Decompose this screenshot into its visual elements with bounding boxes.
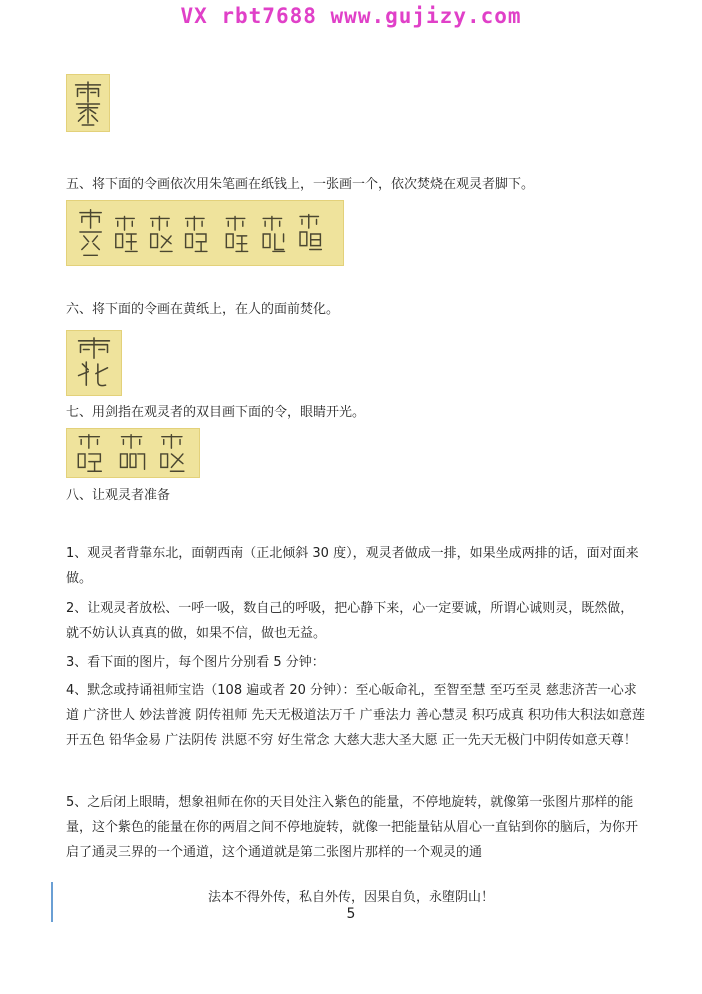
talisman-glyph-row	[67, 429, 199, 477]
talisman-glyph	[67, 331, 121, 395]
section-8-heading: 八、让观灵者准备	[66, 488, 171, 503]
talisman-image-seal-six	[66, 330, 122, 396]
talisman-image-row-five	[66, 200, 344, 266]
talisman-image-seal-one	[66, 74, 110, 132]
section-6-heading: 六、将下面的令画在黄纸上，在人的面前焚化。	[66, 302, 340, 317]
talisman-glyph	[67, 75, 109, 131]
footer-notice: 法本不得外传，私自外传，因果自负，永堕阴山！	[207, 890, 494, 905]
talisman-image-row-seven	[66, 428, 200, 478]
watermark: VX rbt7688 www.gujizy.com	[180, 4, 522, 28]
talisman-glyph-row	[67, 201, 343, 265]
step-2-text: 2、让观灵者放松、一呼一吸，数自己的呼吸，把心静下来，心一定要诚，所谓心诚则灵，既然做，就不妨认认真真的做，如果不信，做也无益。	[66, 601, 634, 641]
step-4-text: 4、默念或持诵祖师宝诰（108 遍或者 20 分钟）：至心皈命礼，至智至慧 至巧至灵 慈悲济苦一心求道 广济世人 妙法普渡 阴传祖师 先天无极道法万千 广垂法力 善心慧灵 积巧成真 积功伟大积法如意莲开五色 铅华金易 广法阴传 洪愿不穷 好生常念 大慈大悲大圣大愿 正一先天无极门中阴传如意天尊！	[66, 683, 646, 748]
section-7-heading: 七、用剑指在观灵者的双目画下面的令，眼睛开光。	[66, 405, 366, 420]
page-number: 5	[346, 906, 356, 922]
section-5-heading: 五、将下面的令画依次用朱笔画在纸钱上，一张画一个，依次焚烧在观灵者脚下。	[66, 177, 535, 192]
step-1-text: 1、观灵者背靠东北，面朝西南（正北倾斜 30 度），观灵者做成一排，如果坐成两排的话，面对面来做。	[66, 546, 639, 586]
step-3-text: 3、看下面的图片，每个图片分别看 5 分钟：	[66, 655, 325, 670]
step-5-text: 5、之后闭上眼睛，想象祖师在你的天目处注入紫色的能量，不停地旋转，就像第一张图片那样的能量，这个紫色的能量在你的两眉之间不停地旋转，就像一把能量钻从眉心一直钻到你的脑后，为你开启了通灵三界的一个通道，这个通道就是第二张图片那样的一个观灵的通	[66, 795, 639, 860]
